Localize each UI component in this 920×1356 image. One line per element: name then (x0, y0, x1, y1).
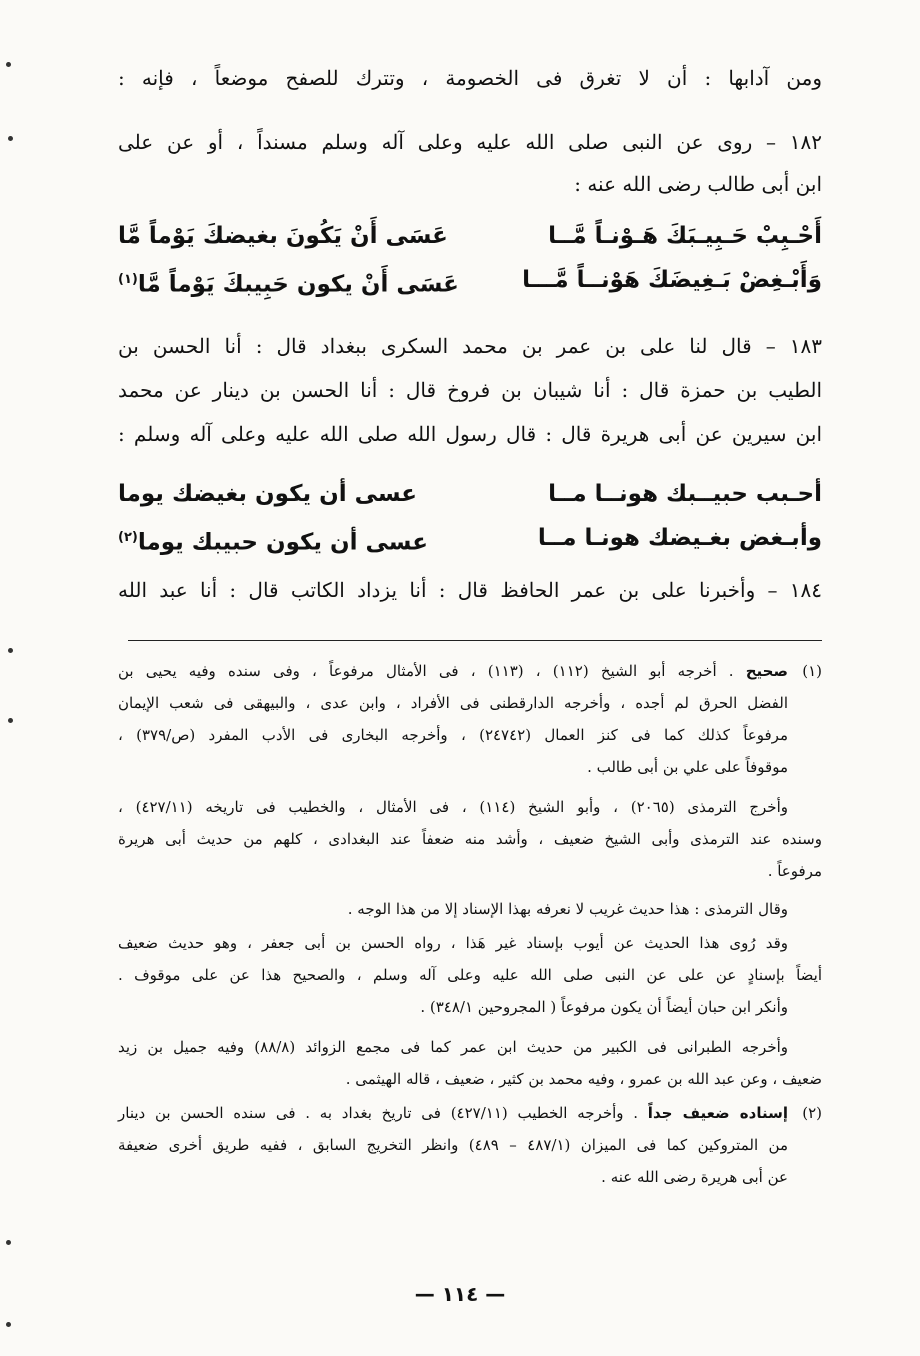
footnote-1-line-5: وأخرج الترمذى (٢٠٦٥) ، وأبو الشيخ (١١٤) ، فى الأمثال ، والخطيب فى تاريخه (٤٢٧/١١) ، (118, 798, 788, 816)
hadith-183-line-2: الطيب بن حمزة قال : أنا شيبان بن فروخ قال : أنا الحسن بن دينار عن محمد (118, 378, 822, 402)
hadith-182-line-1: ١٨٢ – روى عن النبى صلى الله عليه وعلى آله وسلم مسنداً ، أو عن على (118, 130, 822, 154)
scan-speck (8, 718, 13, 723)
footnote-1-line-11: وأنكر ابن حبان أيضاً أن يكون مرفوعاً ( المجروحين ٣٤٨/١) . (420, 998, 788, 1016)
footnote-2-line-3: عن أبى هريرة رضى الله عنه . (601, 1168, 788, 1186)
scan-speck (6, 1322, 11, 1327)
verse-2-hemistich-3: وأبـغض بغـيضك هونـا مــا (537, 525, 822, 551)
footnote-2-line-2: من المتروكين كما فى الميزان (٤٨٧/١ – ٤٨٩) وانظر التخريج السابق ، ففيه طريق أخرى ضعيفة (118, 1136, 788, 1154)
hadith-184-line-1: ١٨٤ – وأخبرنا على بن عمر الحافظ قال : أنا يزداد الكاتب قال : أنا عبد الله (118, 578, 822, 602)
footnote-2-number: (٢) (802, 1104, 822, 1122)
verse-2-line-2 (118, 520, 822, 556)
footnote-1-line-9: وقد رُوى هذا الحديث عن أيوب بإسناد غير هَذا ، رواه الحسن بن أبى جعفر ، وهو حديث ضعيف (118, 934, 788, 952)
verse-2-hemistich-1: أحـبب حبيــبك هونــا مــا (548, 481, 822, 507)
footnote-1-line-7: مرفوعاً . (767, 862, 822, 880)
footnote-1-line-3: مرفوعاً كذلك كما فى كنز العمال (٢٤٧٤٢) ، وأخرجه البخارى فى الأدب المفرد (ص/٣٧٩) ، (118, 726, 788, 744)
verse-1-hemistich-1: أَحْـبِبْ حَـبِيـبَكَ هَـوْنـاً مَّــا (548, 223, 822, 249)
scan-speck (6, 1240, 11, 1245)
footnote-1-grade: صحيح (745, 662, 788, 680)
footnote-ref-1[interactable]: (١) (118, 272, 138, 287)
footnote-2-line-1: إسناده ضعيف جداً . وأخرجه الخطيب (٤٢٧/١١) فى تاريخ بغداد به . فى سنده الحسن بن دينار (118, 1104, 788, 1122)
hadith-182-line-2: ابن أبى طالب رضى الله عنه : (574, 172, 822, 196)
footnote-1-line-8: وقال الترمذى : هذا حديث غريب لا نعرفه بهذا الإسناد إلا من هذا الوجه . (347, 900, 788, 918)
footnote-1-line-6: وسنده عند الترمذى وأبى الشيخ ضعيف ، وأشد منه ضعفاً عند البغدادى ، كلهم من حديث أبى هريرة (118, 830, 822, 848)
verse-2-hemistich-4: عسى أن يكون حبيبك يوما$^{(٢)}$ (118, 529, 428, 556)
verse-1-line-2 (118, 262, 822, 298)
intro-line: ومن آدابها : أن لا تغرق فى الخصومة ، وتترك للصفح موضعاً ، فإنه : (118, 66, 822, 90)
page-number: — ١١٤ — (414, 1282, 506, 1306)
scan-speck (6, 62, 11, 67)
hadith-183-line-3: ابن سيرين عن أبى هريرة قال : قال رسول الله صلى الله عليه وعلى آله وسلم : (118, 422, 822, 446)
footnote-1-number: (١) (802, 662, 822, 680)
footnote-1-line-13: ضعيف ، وعن عبد الله بن عمرو ، وفيه محمد بن كثير ، ضعيف ، قاله الهيثمى . (345, 1070, 822, 1088)
footnote-1-line-4: موقوفاً على علي بن أبى طالب . (587, 758, 788, 776)
footnote-ref-2[interactable]: (٢) (118, 530, 138, 545)
footnote-1-line-12: وأخرجه الطبرانى فى الكبير من حديث ابن عمر كما فى مجمع الزوائد (٨٨/٨) وفيه جميل بن زيد (118, 1038, 789, 1056)
verse-2-hemistich-2: عسى أن يكون بغيضك يوما (118, 481, 418, 507)
scan-speck (8, 648, 13, 653)
hadith-183-line-1: ١٨٣ – قال لنا على بن عمر بن محمد السكرى ببغداد قال : أنا الحسن بن (118, 334, 822, 358)
verse-1-hemistich-3: وَأَبْـغِضْ بَـغِيضَكَ هَوْنــاً مَّـــا (522, 267, 822, 293)
scan-speck (8, 136, 13, 141)
footnote-1-line-10: أيضاً بإسنادٍ عن على عن النبى صلى الله عليه وعلى آله وسلم ، والصحيح هذا عن على موقوف . (118, 966, 822, 984)
verse-1-line-1 (118, 218, 822, 254)
verse-1-hemistich-4: عَسَى أَنْ يكون حَبِيبكَ يَوْماً مَّا$^{(١)}$ (118, 271, 459, 298)
verse-2-line-1 (118, 476, 822, 512)
footnote-1-line-1: صحيح . أخرجه أبو الشيخ (١١٢) ، (١١٣) ، فى الأمثال مرفوعاً ، وفى سنده وفيه يحيى بن (118, 662, 788, 680)
footnote-1-line-2: الفضل الحرق لم أجده ، وأخرجه الدارقطنى فى الأفراد ، وابن عدى ، والبيهقى فى شعب الإيمان (118, 694, 788, 712)
footnote-2-grade: إسناده ضعيف جداً (647, 1104, 788, 1122)
footnote-separator (128, 640, 822, 641)
verse-1-hemistich-2: عَسَى أَنْ يَكُونَ بغيضكَ يَوْماً مَّا (118, 223, 448, 249)
